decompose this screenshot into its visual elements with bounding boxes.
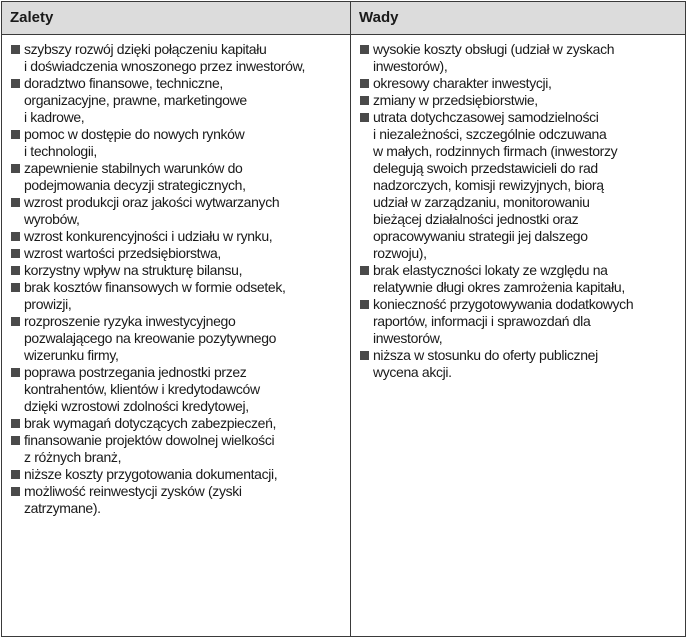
square-bullet-icon [11,249,20,258]
pros-item-line: pozwalającego na kreowanie pozytywnego [24,330,277,346]
square-bullet-icon [360,96,369,105]
pros-item-line: prowizji, [24,296,72,312]
pros-item-line: z różnych branż, [24,449,122,465]
cons-list [360,41,681,381]
square-bullet-icon [360,113,369,122]
square-bullet-icon [360,266,369,275]
pros-item-line: i kadrowe, [24,109,85,125]
cons-item-line: okresowy charakter inwestycji, [373,75,552,91]
square-bullet-icon [11,283,20,292]
cons-item [360,109,681,262]
pros-item-line: finansowanie projektów dowolnej wielkości [24,432,275,448]
square-bullet-icon [11,470,20,479]
square-bullet-icon [11,368,20,377]
pros-item [11,75,346,126]
cons-item-line: inwestorów), [373,58,448,74]
cons-item-line: nadzorczych, komisji rewizyjnych, biorą [373,177,604,193]
cons-item [360,41,681,75]
pros-item-line: rozproszenie ryzyka inwestycyjnego [24,313,236,329]
pros-cell [2,35,351,637]
pros-item-line: wyrobów, [24,211,80,227]
pros-item [11,313,346,364]
square-bullet-icon [11,198,20,207]
pros-item-line: możliwość reinwestycji zysków (zyski [24,483,242,499]
square-bullet-icon [11,266,20,275]
cons-item [360,92,681,109]
cons-item [360,75,681,92]
pros-item [11,228,346,245]
cons-item [360,347,681,381]
square-bullet-icon [11,164,20,173]
square-bullet-icon [360,351,369,360]
cons-item [360,296,681,347]
cons-item-line: bieżącej działalności jednostki oraz [373,211,579,227]
cons-item-line: wycena akcji. [373,364,452,380]
pros-item-line: zatrzymane). [24,500,101,516]
square-bullet-icon [11,436,20,445]
cons-item-line: brak elastyczności lokaty ze względu na [373,262,608,278]
pros-item-line: dzięki wzrostowi zdolności kredytowej, [24,398,249,414]
pros-item-line: szybszy rozwój dzięki połączeniu kapitału [24,41,267,57]
square-bullet-icon [360,45,369,54]
cons-item-line: delegują swoich przedstawicieli do rad [373,160,598,176]
cons-item-line: w małych, rodzinnych firmach (inwestorzy [373,143,618,159]
cons-header: Wady [351,2,686,35]
square-bullet-icon [11,487,20,496]
cons-item-line: konieczność przygotowywania dodatkowych [373,296,634,312]
cons-item-line: inwestorów, [373,330,443,346]
pros-item-line: brak wymagań dotyczących zabezpieczeń, [24,415,277,431]
content-row [2,35,686,637]
pros-item [11,432,346,466]
pros-item [11,415,346,432]
pros-item-line: pomoc w dostępie do nowych rynków [24,126,245,142]
pros-item-line: wzrost wartości przedsiębiorstwa, [24,245,221,261]
square-bullet-icon [11,317,20,326]
cons-item-line: i niezależności, szczególnie odczuwana [373,126,607,142]
cons-item-line: utrata dotychczasowej samodzielności [373,109,599,125]
cons-item-line: zmiany w przedsiębiorstwie, [373,92,538,108]
pros-item [11,364,346,415]
cons-item-line: opracowywaniu strategii jej dalszego [373,228,588,244]
pros-item-line: korzystny wpływ na strukturę bilansu, [24,262,243,278]
pros-item-line: organizacyjne, prawne, marketingowe [24,92,247,108]
pros-item-line: wzrost konkurencyjności i udziału w rynku, [24,228,273,244]
square-bullet-icon [360,79,369,88]
pros-item-line: wzrost produkcji oraz jakości wytwarzanych [24,194,280,210]
pros-item [11,466,346,483]
cons-item [360,262,681,296]
pros-item-line: zapewnienie stabilnych warunków do [24,160,243,176]
pros-item [11,262,346,279]
pros-item-line: kontrahentów, klientów i kredytodawców [24,381,260,397]
pros-item-line: brak kosztów finansowych w formie odsetek, [24,279,286,295]
cons-item-line: udział w zarządzaniu, monitorowaniu [373,194,590,210]
cons-item-line: raportów, informacji i sprawozdań dla [373,313,591,329]
square-bullet-icon [11,79,20,88]
pros-item-line: doradztwo finansowe, techniczne, [24,75,223,91]
square-bullet-icon [11,232,20,241]
pros-item [11,41,346,75]
cons-item-line: relatywnie długi okres zamrożenia kapitału, [373,279,625,295]
square-bullet-icon [11,45,20,54]
pros-item-line: wizerunku firmy, [24,347,119,363]
square-bullet-icon [11,419,20,428]
cons-item-line: niższa w stosunku do oferty publicznej [373,347,598,363]
cons-cell [351,35,686,637]
pros-header: Zalety [2,2,351,35]
pros-item [11,126,346,160]
pros-item-line: podejmowania decyzji strategicznych, [24,177,246,193]
pros-item [11,483,346,517]
pros-item [11,194,346,228]
pros-item-line: niższe koszty przygotowania dokumentacji, [24,466,278,482]
pros-item-line: i doświadczenia wnoszonego przez inwestorów, [24,58,306,74]
pros-list [11,41,346,517]
pros-item [11,160,346,194]
pros-item [11,245,346,262]
pros-item-line: i technologii, [24,143,97,159]
square-bullet-icon [360,300,369,309]
pros-item-line: poprawa postrzegania jednostki przez [24,364,247,380]
pros-item [11,279,346,313]
pros-cons-table [1,1,686,637]
cons-item-line: rozwoju), [373,245,427,261]
cons-item-line: wysokie koszty obsługi (udział w zyskach [373,41,615,57]
square-bullet-icon [11,130,20,139]
header-row [2,2,686,35]
